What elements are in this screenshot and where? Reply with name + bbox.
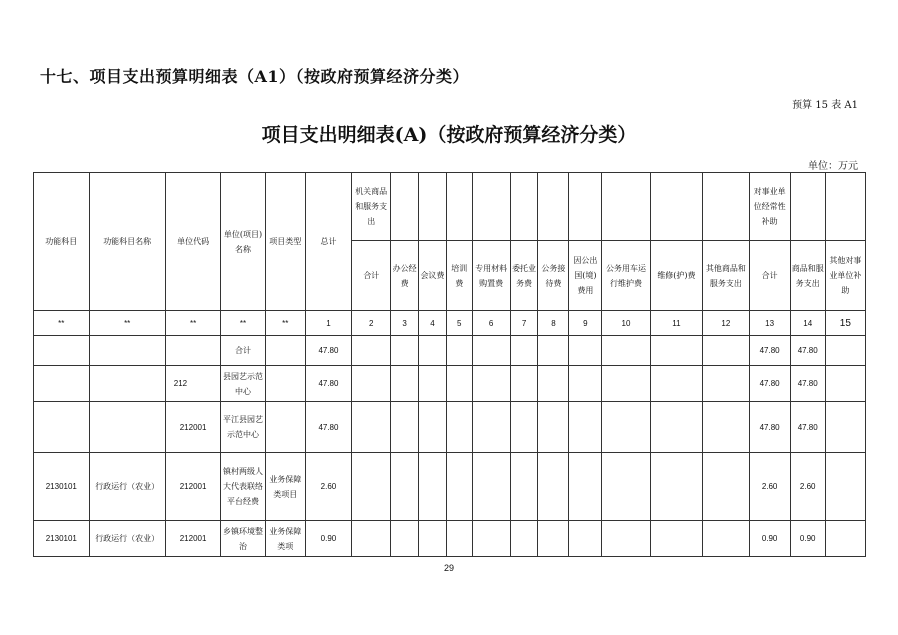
col-header-gs-subtotal: 合计 <box>352 241 391 311</box>
index-cell: ** <box>34 311 90 336</box>
col-header-office: 办公经费 <box>391 241 419 311</box>
col-header-project-type: 项目类型 <box>265 173 305 311</box>
col-header-sub-goods: 商品和服务支出 <box>790 241 825 311</box>
header-row-top <box>34 173 866 241</box>
col-header-sub-other: 其他对事业单位补助 <box>825 241 865 311</box>
project-type-cell <box>265 366 305 402</box>
index-row <box>34 311 866 336</box>
unit-name-cell: 平江县园艺示范中心 <box>221 402 265 453</box>
sub-total-cell: 47.80 <box>749 402 790 453</box>
sub-goods-cell: 47.80 <box>790 336 825 366</box>
sub-goods-cell: 47.80 <box>790 366 825 402</box>
col-header-total: 总计 <box>305 173 351 311</box>
index-cell: 11 <box>650 311 703 336</box>
index-cell: 4 <box>419 311 447 336</box>
total-cell: 0.90 <box>305 521 351 557</box>
unit-label: 单位：万元 <box>808 161 858 172</box>
func-code-cell <box>34 336 90 366</box>
unit-name-cell: 合计 <box>221 336 265 366</box>
total-cell: 2.60 <box>305 453 351 521</box>
index-cell: 6 <box>472 311 510 336</box>
sub-goods-cell: 2.60 <box>790 453 825 521</box>
project-type-cell <box>265 402 305 453</box>
col-header-unit-name: 单位(项目)名称 <box>221 173 265 311</box>
section-title: 十七、项目支出预算明细表（A1）（按政府预算经济分类） <box>40 67 470 86</box>
col-header-special-materials: 专用材料购置费 <box>472 241 510 311</box>
col-header-unit-code: 单位代码 <box>165 173 221 311</box>
unit-name-cell: 乡镇环境整治 <box>221 521 265 557</box>
col-header-entrusted: 委托业务费 <box>510 241 538 311</box>
func-name-cell: 行政运行（农业） <box>89 521 165 557</box>
sub-total-cell: 47.80 <box>749 336 790 366</box>
table-row <box>34 521 866 557</box>
sub-total-cell: 47.80 <box>749 366 790 402</box>
table-row <box>34 336 866 366</box>
total-cell: 47.80 <box>305 336 351 366</box>
func-name-cell <box>89 402 165 453</box>
func-name-cell: 行政运行（农业） <box>89 453 165 521</box>
col-header-goods-services: 机关商品和服务支出 <box>352 173 391 241</box>
table-row <box>34 366 866 402</box>
index-cell: 15 <box>825 311 865 336</box>
func-code-cell: 2130101 <box>34 521 90 557</box>
sub-total-cell: 2.60 <box>749 453 790 521</box>
index-cell: 7 <box>510 311 538 336</box>
func-code-cell <box>34 366 90 402</box>
unit-code-cell: 212001 <box>165 521 221 557</box>
index-cell: 1 <box>305 311 351 336</box>
index-cell: 13 <box>749 311 790 336</box>
sub-total-cell: 0.90 <box>749 521 790 557</box>
project-type-cell <box>265 336 305 366</box>
index-cell: ** <box>89 311 165 336</box>
col-header-func-code: 功能科目 <box>34 173 90 311</box>
col-header-vehicle: 公务用车运行维护费 <box>602 241 650 311</box>
expenditure-table <box>33 172 866 557</box>
col-header-reception: 公务接待费 <box>538 241 569 311</box>
index-cell: ** <box>165 311 221 336</box>
index-cell: ** <box>265 311 305 336</box>
col-header-training: 培训费 <box>446 241 472 311</box>
project-type-cell: 业务保障类项目 <box>265 453 305 521</box>
total-cell: 47.80 <box>305 402 351 453</box>
col-header-meeting: 会议费 <box>419 241 447 311</box>
table-number: 预算 15 表 A1 <box>792 100 858 111</box>
index-cell: 10 <box>602 311 650 336</box>
unit-code-cell: 212001 <box>165 402 221 453</box>
sub-goods-cell: 0.90 <box>790 521 825 557</box>
page-title: 项目支出明细表(A)（按政府预算经济分类） <box>261 124 637 146</box>
index-cell: 3 <box>391 311 419 336</box>
index-cell: 14 <box>790 311 825 336</box>
table-row <box>34 402 866 453</box>
total-cell: 47.80 <box>305 366 351 402</box>
page-number: 29 <box>443 563 454 573</box>
unit-name-cell: 镇村两级人大代表联络平台经费 <box>221 453 265 521</box>
index-cell: 8 <box>538 311 569 336</box>
func-code-cell <box>34 402 90 453</box>
index-cell: 12 <box>703 311 749 336</box>
col-header-sub-total: 合计 <box>749 241 790 311</box>
col-header-other-goods: 其他商品和服务支出 <box>703 241 749 311</box>
col-header-maintenance: 维修(护)费 <box>650 241 703 311</box>
index-cell: 2 <box>352 311 391 336</box>
unit-name-cell: 县园艺示范中心 <box>221 366 265 402</box>
unit-code-cell: 212 <box>165 366 221 402</box>
index-cell: 5 <box>446 311 472 336</box>
sub-goods-cell: 47.80 <box>790 402 825 453</box>
col-header-subsidy: 对事业单位经常性补助 <box>749 173 790 241</box>
unit-code-cell <box>165 336 221 366</box>
project-type-cell: 业务保障类项 <box>265 521 305 557</box>
index-cell: ** <box>221 311 265 336</box>
index-cell: 9 <box>569 311 602 336</box>
col-header-func-name: 功能科目名称 <box>89 173 165 311</box>
col-header-abroad: 因公出国(境)费用 <box>569 241 602 311</box>
func-code-cell: 2130101 <box>34 453 90 521</box>
table-row <box>34 453 866 521</box>
func-name-cell <box>89 366 165 402</box>
unit-code-cell: 212001 <box>165 453 221 521</box>
func-name-cell <box>89 336 165 366</box>
